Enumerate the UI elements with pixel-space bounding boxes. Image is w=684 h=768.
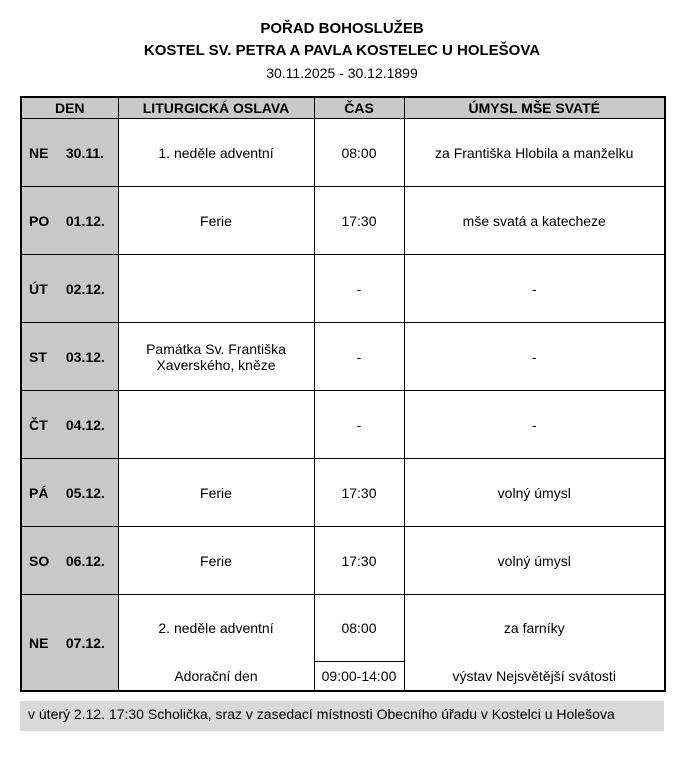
intention-cell: za Františka Hlobila a manželku <box>404 119 665 187</box>
page-subtitle: KOSTEL SV. PETRA A PAVLA KOSTELEC U HOLEŠOVA <box>143 41 541 59</box>
date-range: 30.11.2025 - 30.12.1899 <box>266 64 418 81</box>
day-abbr: SO <box>29 552 50 569</box>
column-header-liturgicka-oslava: LITURGICKÁ OSLAVA <box>118 97 314 119</box>
intention-cell <box>404 595 665 692</box>
day-date: 01.12. <box>65 212 105 229</box>
celebration-cell: Ferie <box>118 187 314 255</box>
time-cell: 17:30 <box>314 527 404 595</box>
intention-cell: volný úmysl <box>404 527 665 595</box>
day-abbr: ÚT <box>29 280 48 297</box>
day-cell <box>21 119 118 187</box>
table-row <box>21 391 665 459</box>
time-cell: 17:30 <box>314 187 404 255</box>
time-cell: - <box>314 391 404 459</box>
day-abbr: NE <box>29 634 49 651</box>
day-abbr: PO <box>29 212 50 229</box>
celebration-cell <box>118 391 314 459</box>
celebration-cell: Ferie <box>118 459 314 527</box>
column-header-den: DEN <box>21 97 118 119</box>
footer-note-text: v úterý 2.12. 17:30 Scholička, sraz v zasedací místnosti Obecního úřadu v Kostelci u Holešova <box>28 706 615 723</box>
day-date: 30.11. <box>65 144 105 161</box>
column-header-cas: ČAS <box>314 97 404 119</box>
intention-cell: - <box>404 255 665 323</box>
intention-cell: mše svatá a katecheze <box>404 187 665 255</box>
day-date: 07.12. <box>65 634 105 651</box>
celebration-line-1: 2. neděle adventní <box>158 620 274 637</box>
intention-line-2: výstav Nejsvětější svátosti <box>452 667 616 684</box>
time-cell: 17:30 <box>314 459 404 527</box>
intention-cell: - <box>404 323 665 391</box>
celebration-cell: Ferie <box>118 527 314 595</box>
table-row <box>21 119 665 187</box>
day-date: 05.12. <box>65 484 105 501</box>
intention-cell: volný úmysl <box>404 459 665 527</box>
day-date: 02.12. <box>65 280 105 297</box>
day-date: 04.12. <box>65 416 105 433</box>
day-cell <box>21 255 118 323</box>
day-abbr: NE <box>29 144 49 161</box>
time-line-2: 09:00-14:00 <box>315 661 404 690</box>
day-cell <box>21 527 118 595</box>
day-date: 06.12. <box>65 552 105 569</box>
day-cell <box>21 323 118 391</box>
day-cell <box>21 459 118 527</box>
celebration-cell <box>118 255 314 323</box>
table-row <box>21 459 665 527</box>
intention-line-1: za farníky <box>503 620 565 637</box>
table-row <box>21 527 665 595</box>
day-abbr: PÁ <box>29 484 49 501</box>
day-abbr: ST <box>29 348 47 365</box>
celebration-cell <box>118 595 314 692</box>
table-row <box>21 255 665 323</box>
time-cell: - <box>314 323 404 391</box>
table-header-row <box>21 97 665 119</box>
time-cell <box>314 595 404 692</box>
day-cell <box>21 187 118 255</box>
column-header-umysl: ÚMYSL MŠE SVATÉ <box>404 97 665 119</box>
table-row <box>21 187 665 255</box>
page-title: POŘAD BOHOSLUŽEB <box>260 20 424 37</box>
time-cell: - <box>314 255 404 323</box>
day-date: 03.12. <box>65 348 105 365</box>
celebration-line-2: Adorační den <box>174 667 258 684</box>
table-row <box>21 595 665 692</box>
celebration-cell: 1. neděle adventní <box>118 119 314 187</box>
day-cell <box>21 391 118 459</box>
footer-note <box>20 701 664 731</box>
intention-cell: - <box>404 391 665 459</box>
schedule-table <box>20 96 666 693</box>
document-header <box>20 18 664 83</box>
time-line-1: 08:00 <box>341 620 377 637</box>
table-row <box>21 323 665 391</box>
time-cell: 08:00 <box>314 119 404 187</box>
day-cell <box>21 595 118 692</box>
celebration-cell: Památka Sv. Františka Xaverského, kněze <box>118 323 314 391</box>
day-abbr: ČT <box>29 416 48 433</box>
